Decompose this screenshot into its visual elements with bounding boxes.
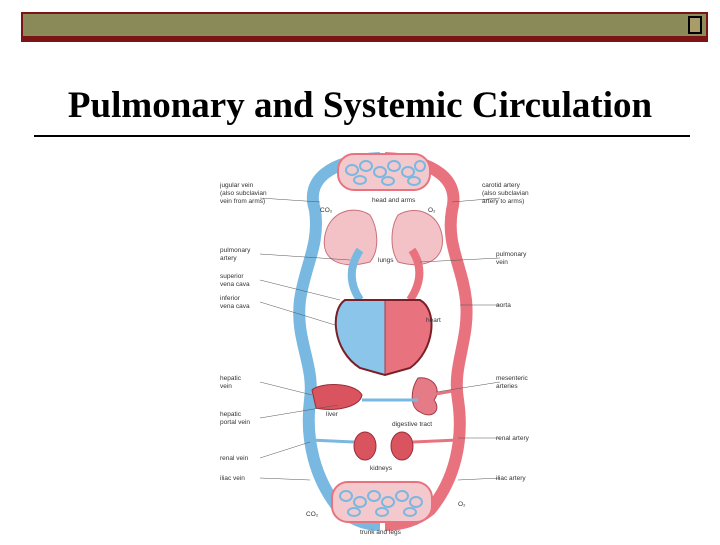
label-mesenteric-2: arteries bbox=[496, 383, 518, 390]
label-carotid-note1: (also subclavian bbox=[482, 190, 529, 197]
header-bar-fill bbox=[25, 16, 686, 34]
header-bar-square bbox=[688, 16, 702, 34]
label-iliac-vein: iliac vein bbox=[220, 475, 245, 482]
pulmonary-artery bbox=[352, 250, 360, 300]
label-hepatic-portal-1: hepatic bbox=[220, 411, 241, 418]
label-hepatic-vein-2: vein bbox=[220, 383, 232, 390]
label-mesenteric-1: mesenteric bbox=[496, 375, 528, 382]
label-o2-top: O₂ bbox=[428, 207, 436, 214]
title-rule bbox=[34, 135, 690, 137]
label-pulmonary-vein-1: pulmonary bbox=[496, 251, 527, 258]
label-jugular-vein: jugular vein bbox=[220, 182, 254, 189]
label-lungs: lungs bbox=[378, 257, 394, 264]
label-hepatic-portal-2: portal vein bbox=[220, 419, 250, 426]
label-carotid-note2: artery to arms) bbox=[482, 198, 525, 205]
circulation-svg bbox=[220, 150, 550, 540]
label-inferior-vena-cava-2: vena cava bbox=[220, 303, 250, 310]
label-o2-bottom: O₂ bbox=[458, 501, 466, 508]
circulation-diagram bbox=[220, 150, 550, 540]
label-head-arms: head and arms bbox=[372, 197, 416, 204]
kidney-left bbox=[354, 432, 376, 460]
renal-vein-line bbox=[310, 440, 354, 442]
label-superior-vena-cava-1: superior bbox=[220, 273, 244, 280]
label-jugular-note1: (also subclavian bbox=[220, 190, 267, 197]
label-co2-bottom: CO₂ bbox=[306, 511, 319, 518]
lung-left bbox=[324, 210, 377, 265]
label-trunk-legs: trunk and legs bbox=[360, 529, 401, 536]
label-hepatic-vein-1: hepatic bbox=[220, 375, 241, 382]
label-kidneys: kidneys bbox=[370, 465, 393, 472]
label-pulmonary-vein-2: vein bbox=[496, 259, 508, 266]
label-liver: liver bbox=[326, 411, 338, 418]
label-renal-vein: renal vein bbox=[220, 455, 249, 462]
label-jugular-note2: vein from arms) bbox=[220, 198, 266, 205]
label-pulmonary-artery-2: artery bbox=[220, 255, 237, 262]
label-renal-artery: renal artery bbox=[496, 435, 529, 442]
slide-header-bar bbox=[21, 12, 708, 40]
renal-artery-line bbox=[413, 440, 458, 442]
label-superior-vena-cava-2: vena cava bbox=[220, 281, 250, 288]
kidney-right bbox=[391, 432, 413, 460]
label-digestive-tract: digestive tract bbox=[392, 421, 433, 428]
label-aorta: aorta bbox=[496, 302, 511, 309]
label-co2-top: CO₂ bbox=[320, 207, 333, 214]
label-inferior-vena-cava-1: inferior bbox=[220, 295, 240, 302]
label-iliac-artery: iliac artery bbox=[496, 475, 526, 482]
label-pulmonary-artery-1: pulmonary bbox=[220, 247, 251, 254]
liver bbox=[312, 385, 362, 410]
header-bar-underline bbox=[21, 38, 708, 42]
digestive-tract bbox=[412, 378, 437, 415]
heart-right-side bbox=[336, 300, 385, 375]
label-heart: heart bbox=[426, 317, 441, 324]
label-carotid-artery: carotid artery bbox=[482, 182, 520, 189]
slide-title: Pulmonary and Systemic Circulation bbox=[67, 85, 653, 126]
heart-left-side bbox=[385, 300, 431, 375]
